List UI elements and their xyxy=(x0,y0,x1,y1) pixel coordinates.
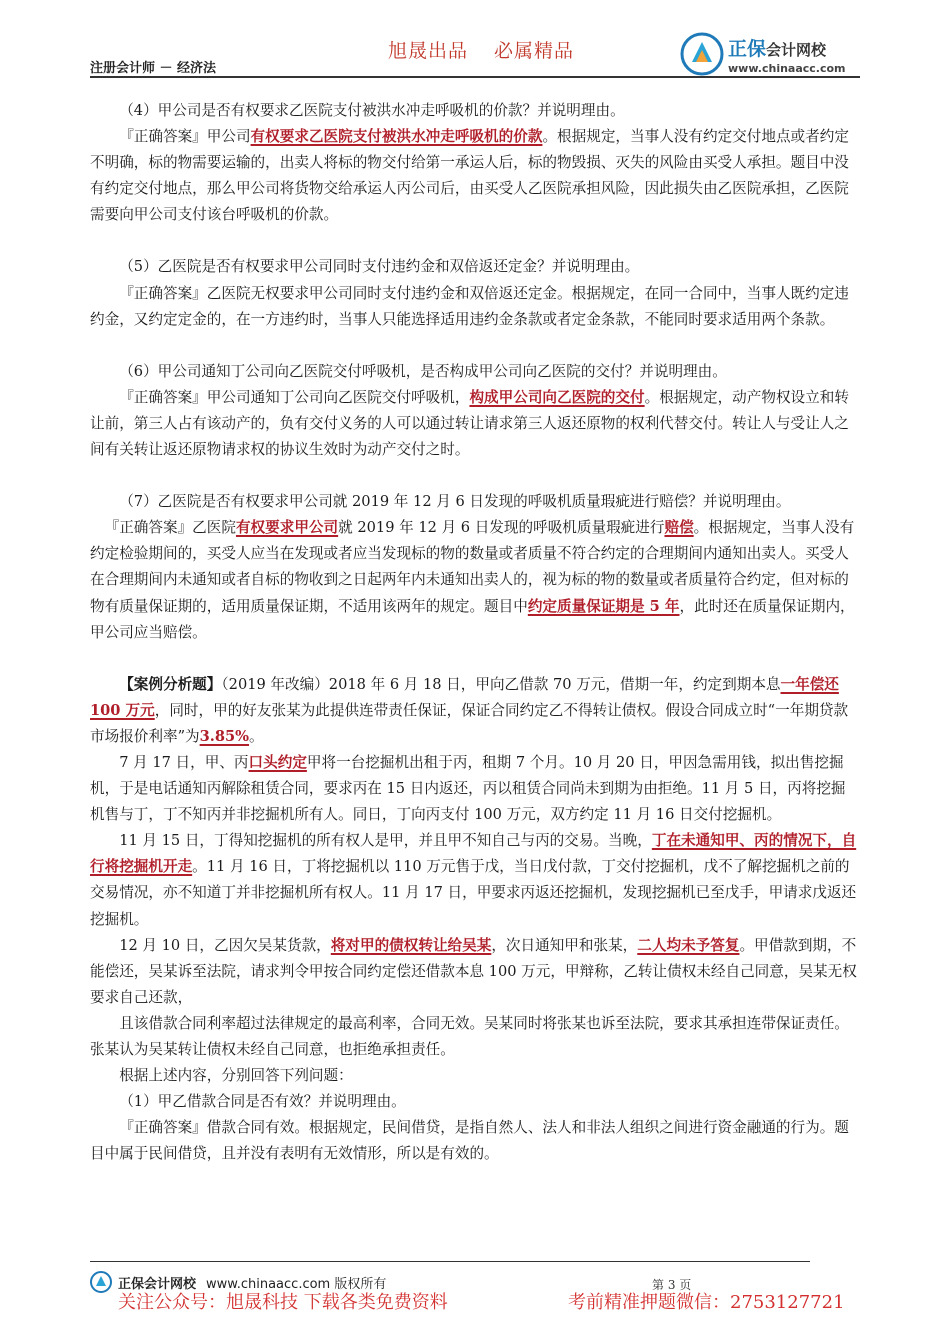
q7-highlight-2: 赔偿 xyxy=(664,519,694,537)
promo-text-1: 旭晟出品 xyxy=(388,40,469,62)
watermark-left: 关注公众号：旭晟科技 下载各类免费资料 xyxy=(118,1292,448,1313)
case-paragraph-3: 11 月 15 日，丁得知挖掘机的所有权人是甲，并且甲不知自己与丙的交易。当晚，丁在未通知甲、丙的情况下，自行将挖掘机开走。11 月 16 日，丁将挖掘机以 110 万元售于戊，当日戊付款，丁交付挖掘机，戊不了解挖掘机之前的交易情况，亦不知道丁并非挖掘机所有权人。11 月 17 日，甲要求丙返还挖掘机，发现挖掘机已至戊手，甲请求戊返还挖掘机。 xyxy=(90,832,857,928)
footer-copyright: www.chinaacc.com 版权所有 xyxy=(206,1276,387,1292)
header-promo xyxy=(388,36,600,63)
q7-answer: 『正确答案』乙医院有权要求甲公司就 2019 年 12 月 6 日发现的呼吸机质量瑕疵进行赔偿。根据规定，当事人没有约定检验期间的，买受人应当在发现或者应当发现标的物的数量或者质量不符合约定的合理期间内通知出卖人。买受人在合理期间内未通知或者自标的物收到之日起两年内未通知出卖人的，视为标的物的数量或者质量符合约定，但对标的物有质量保证期的，适用质量保证期，不适用该两年的规定。题目中约定质量保证期是 5 年，此时还在质量保证期内，甲公司应当赔偿。 xyxy=(90,519,855,641)
case-highlight-1: 一年偿还 100 万元 xyxy=(90,675,839,719)
promo-text-2: 必属精品 xyxy=(494,40,575,62)
header-divider xyxy=(90,76,860,78)
case-p4-highlight-1: 将对甲的债权转让给吴某 xyxy=(330,936,492,954)
footer-brand: 正保会计网校 xyxy=(118,1276,197,1292)
q5-answer: 『正确答案』乙医院无权要求甲公司同时支付违约金和双倍返还定金。根据规定，在同一合同中，当事人既约定违约金，又约定定金的，在一方违约时，当事人只能选择适用违约金条款或者定金条款，不能同时要求适用两个条款。 xyxy=(90,284,849,328)
c1-question: （1）甲乙借款合同是否有效？并说明理由。 xyxy=(119,1093,406,1111)
q6-question: （6）甲公司通知丁公司向乙医院交付呼吸机，是否构成甲公司向乙医院的交付？并说明理由。 xyxy=(119,362,727,380)
watermark-right: 考前精准押题微信：2753127721 xyxy=(568,1292,845,1313)
footer-logo-icon xyxy=(90,1271,112,1293)
q4-answer: 『正确答案』甲公司有权要求乙医院支付被洪水冲走呼吸机的价款。根据规定，当事人没有约定交付地点或者约定不明确，标的物需要运输的，出卖人将标的物交付给第一承运人后，标的物毁损、灭失的风险由买受人承担。题目中没有约定交付地点，那么甲公司将货物交给承运人丙公司后，由买受人乙医院承担风险，因此损失由乙医院承担，乙医院需要向甲公司支付该台呼吸机的价款。 xyxy=(90,128,849,224)
q4-question: （4）甲公司是否有权要求乙医院支付被洪水冲走呼吸机的价款？并说明理由。 xyxy=(119,102,625,119)
q6-answer: 『正确答案』甲公司通知丁公司向乙医院交付呼吸机，构成甲公司向乙医院的交付。根据规定，动产物权设立和转让前，第三人占有该动产的，负有交付义务的人可以通过转让请求第三人返还原物的权利代替交付。转让人与受让人之间有关转让返还原物请求权的协议生效时为动产交付之时。 xyxy=(90,388,849,459)
q4-highlight: 有权要求乙医院支付被洪水冲走呼吸机的价款 xyxy=(250,128,543,146)
q7-highlight-1: 有权要求甲公司 xyxy=(235,519,339,537)
case-paragraph-5: 且该借款合同利率超过法律规定的最高利率，合同无效。吴某同时将张某也诉至法院，要求其承担连带保证责任。张某认为吴某转让债权未经自己同意，也拒绝承担责任。 xyxy=(90,1014,849,1058)
case-p4-highlight-2: 二人均未予答复 xyxy=(637,936,740,954)
case-paragraph-6: 根据上述内容，分别回答下列问题： xyxy=(119,1067,353,1085)
logo-name-suffix: 会计网校 xyxy=(766,40,827,59)
case-paragraph-2: 7 月 17 日，甲、丙口头约定甲将一台挖掘机出租于丙，租期 7 个月。10 月 20 日，甲因急需用钱，拟出售挖掘机，于是电话通知丙解除租赁合同，要求丙在 15 日内返还，丙以租赁合同尚未到期为由拒绝。11 月 5 日，丙将挖掘机售与丁，丁不知丙并非挖掘机所有人。同日，丁向丙支付 100 万元，双方约定 11 月 16 日交付挖掘机。 xyxy=(90,753,846,824)
case-highlight-2: 3.85% xyxy=(199,727,250,745)
case-p2-highlight: 口头约定 xyxy=(248,753,307,771)
case-paragraph-4: 12 月 10 日，乙因欠吴某货款，将对甲的债权转让给吴某，次日通知甲和张某，二人均未予答复。甲借款到期，不能偿还，吴某诉至法院，请求判令甲按合同约定偿还借款本息 100 万元，甲辩称，乙转让债权未经自己同意，吴某无权要求自己还款， xyxy=(90,936,857,1006)
c1-answer: 『正确答案』借款合同有效。根据规定，民间借贷，是指自然人、法人和非法人组织之间进行资金融通的行为。题目中属于民间借贷，且并没有表明有无效情形，所以是有效的。 xyxy=(90,1119,849,1163)
page-number: 第 3 页 xyxy=(652,1278,692,1292)
case-p3-highlight: 丁在未通知甲、丙的情况下，自行将挖掘机开走 xyxy=(90,832,857,876)
case-paragraph-1: 【案例分析题】（2019 年改编）2018 年 6 月 18 日，甲向乙借款 70 万元，借期一年，约定到期本息一年偿还 100 万元，同时，甲的好友张某为此提供连带责任保证，保证合同约定乙不得转让债权。假设合同成立时“一年期贷款市场报价利率”为3.85%。 xyxy=(90,675,849,745)
document-body xyxy=(90,98,860,1167)
q5-question: （5）乙医院是否有权要求甲公司同时支付违约金和双倍返还定金？并说明理由。 xyxy=(119,258,640,276)
footer-divider xyxy=(90,1261,810,1262)
chinaacc-logo-icon xyxy=(680,32,724,76)
q6-highlight: 构成甲公司向乙医院的交付 xyxy=(469,388,645,406)
header-course-title: 注册会计师 － 经济法 xyxy=(90,61,217,76)
q7-highlight-3: 约定质量保证期是 5 年 xyxy=(527,597,680,615)
q7-question: （7）乙医院是否有权要求甲公司就 2019 年 12 月 6 日发现的呼吸机质量瑕疵进行赔偿？并说明理由。 xyxy=(119,493,791,511)
logo-url: www.chinaacc.com xyxy=(728,61,846,75)
chinaacc-logo xyxy=(680,32,846,76)
case-label: 【案例分析题】 xyxy=(119,675,222,693)
logo-name: 正保 xyxy=(728,37,767,60)
